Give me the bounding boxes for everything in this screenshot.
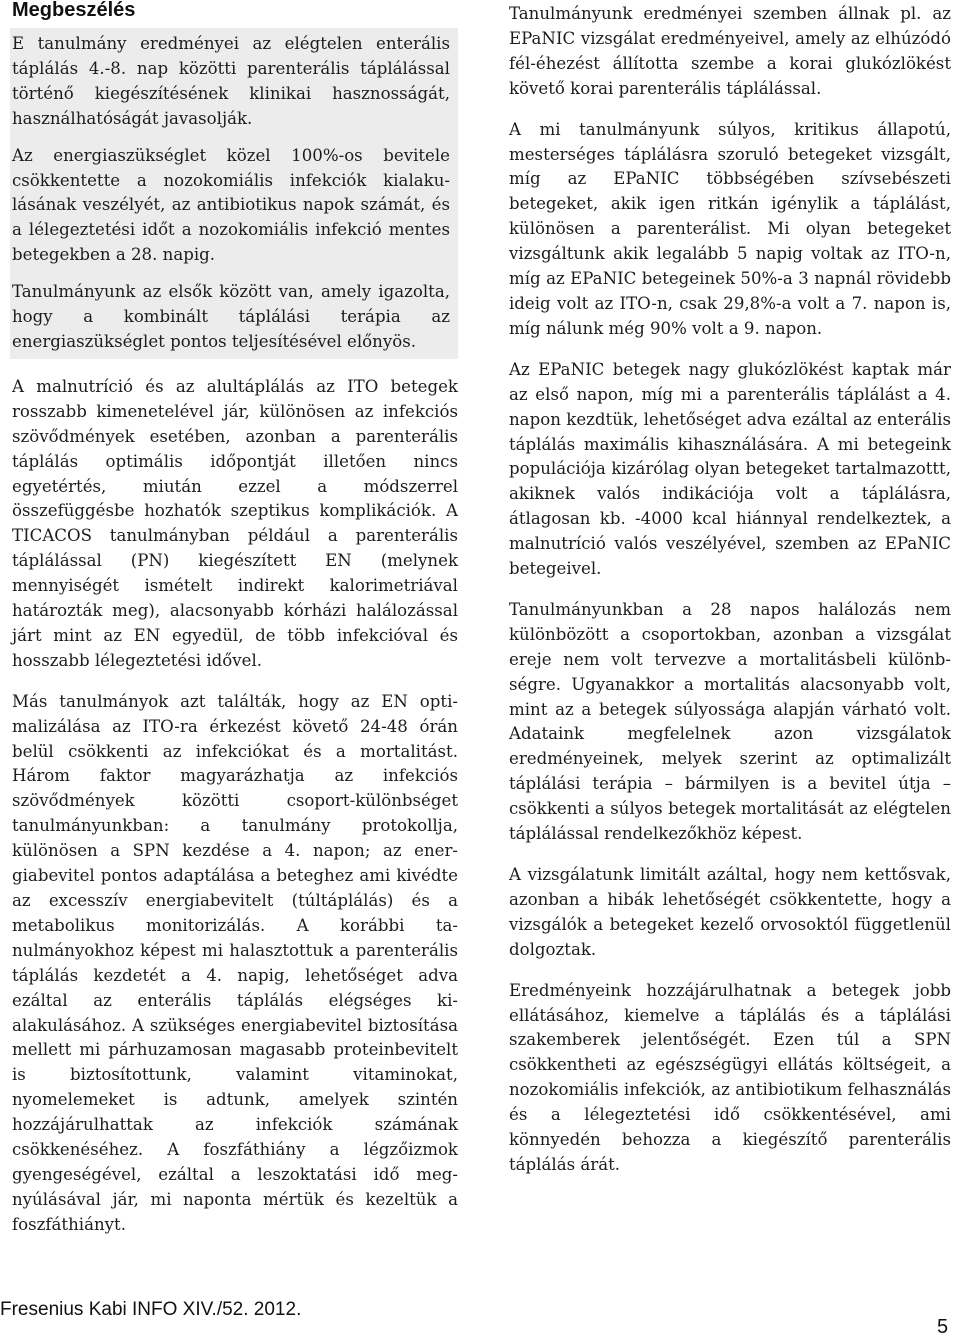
- left-column: [12, 0, 458, 1238]
- body-paragraph: A vizsgálatunk limitált azáltal, hogy nem kettősvak, azonban a hibák lehetőségét csökkentette, hogy a vizsgálók a betegeket kezelő orvosoktól függetlenül dolgoztak.: [509, 865, 951, 959]
- body-paragraph: Más tanulmányok azt találták, hogy az EN optimalizálása az ITO-ra érkezést követő 24-48 órán belül csökkenti az infekciókat és a mortalitást. Három faktor magyarázhatja az infekciós szövődmények közötti csoport-különbséget tanulmányunkban: a tanulmány protokollja, különösen a SPN kezdése a 4. napon; az energiabevitel pontos adaptálása a beteghez ami kivédte az excesszív energiabevitelt (túltáplálás) és a metabolikus monitorizálás. A korábbi tanulmányokhoz képest mi halasztottuk a parenterális táplálás kezdetét a 4. napig, lehetőséget adva ezáltal az enterális táplálás elégséges kialakulásához. A szükséges energiabevitel biztosítása mellett mi párhuzamosan magasabb proteinbevitelt is biztosítottunk, valamint vitaminokat, nyomelemeket is adtunk, amelyek szintén hozzájárulhattak az infekciók számának csökkenéséhez. A foszfáthiány a légzőizmok gyengeségével, ezáltal a leszoktatási idő megnyúlásával jár, mi naponta mértük és kezeltük a foszfáthiányt.: [12, 691, 458, 1234]
- section-heading: Megbeszélés: [12, 0, 136, 21]
- body-paragraph: Tanulmányunk eredményei szemben állnak pl. az EPaNIC vizsgálat eredményeivel, amely az elhúzódó fél-éhezést állította szembe a korai glukózlökést követő korai parenterális táplálással.: [509, 4, 951, 98]
- body-paragraph: A malnutríció és az alultáplálás az ITO betegek rosszabb kimenetelével jár, különösen az infekciós szövődmények esetében, azonban a parenterális táplálás optimális időpontját illetően nincs egyetértés, miután ezzel a módszerrel összefüggésbe hozhatók szeptikus komplikációk. A TICACOS tanulmányban például a parenterális táplálással (PN) kiegészített EN (melynek mennyiségét ismételt indirekt kalorimetriával határozták meg), alacsonyabb kórházi halálozással járt mint az EN egyedül, de több infekcióval és hosszabb lélegeztetési idővel.: [12, 376, 458, 670]
- left-body: [12, 375, 458, 1238]
- summary-paragraph: Tanulmányunk az elsők között van, amely igazolta, hogy a kombinált táplálási terápia az energiaszükséglet pontos teljesítésével előnyös.: [12, 282, 450, 351]
- summary-paragraph: E tanulmány eredményei az elégtelen enterális táplálás 4.-8. nap közötti parenterális táplálással történő kiegészítésének klinikai hasznosságát, használhatóságát javasolják.: [12, 34, 450, 128]
- page-number: 5: [937, 1316, 949, 1338]
- summary-paragraph: Az energiaszükséglet közel 100%-os bevitele csökkentette a nozokomiális infekciók kialakulásának veszélyét, az antibiotikus napok számát, és a lélegeztetési időt a nozokomiális infekció mentes betegekben a 28. napig.: [12, 145, 450, 265]
- body-paragraph: Eredményeink hozzájárulhatnak a betegek jobb ellátásához, kiemelve a táplálás és a táplálási szakemberek jelentőségét. Ezen túl a SPN csökkentheti az egészségügyi ellátás költségeit, a nozokomiális infekciók, az antibiotikum felhasználás és a lélegeztetési idő csökkentésével, ami könnyedén behozza a kiegészítő parenterális táplálás árát.: [509, 980, 951, 1174]
- summary-box: [10, 28, 458, 359]
- body-paragraph: Az EPaNIC betegek nagy glukózlökést kaptak már az első napon, míg mi a parenterális táplálást a 4. napon kezdtük, lehetőséget adva ezáltal az enterális táplálás maximális kihasználására. A mi betegeink populációja kizárólag olyan betegeket tartalmazottt, akiknek valós indikációja volt a táplálásra, átlagosan kb. -4000 kcal hiánnyal rendelkeztek, a malnutríció valós veszélyével, szemben az EPaNIC betegeivel.: [509, 359, 951, 579]
- body-paragraph: A mi tanulmányunk súlyos, kritikus állapotú, mesterséges táplálásra szoruló betegeket vizsgált, míg az EPaNIC többségében szívsebészeti betegeket, akik igen ritkán igénylik a táplálást, különösen a parenterálist. Mi olyan betegeket vizsgáltunk akik legalább 5 napig voltak az ITO-n, míg az EPaNIC betegeinek 50%-a 3 napnál rövidebb ideig volt az ITO-n, csak 29,8%-a volt a 7. napon is, míg nálunk még 90% volt a 9. napon.: [509, 119, 951, 338]
- body-paragraph: Tanulmányunkban a 28 napos halálozás nem különbözött a csoportokban, azonban a vizsgálat ereje nem volt tervezve a mortalitásbeli különbségre. Ugyanakkor a mortalitás alacsonyabb volt, mint az a betegek súlyossága alapján várható volt. Adataink megfelelnek azon vizsgálatok eredményeinek, melyek szerint az optimalizált táplálási terápia – bármilyen is a bevitel útja – csökkenti a súlyos betegek mortalitását az elégtelen táplálással rendelkezőkhöz képest.: [509, 599, 951, 844]
- right-column: [509, 2, 951, 1194]
- publication-footer: Fresenius Kabi INFO XIV./52. 2012.: [0, 1299, 302, 1320]
